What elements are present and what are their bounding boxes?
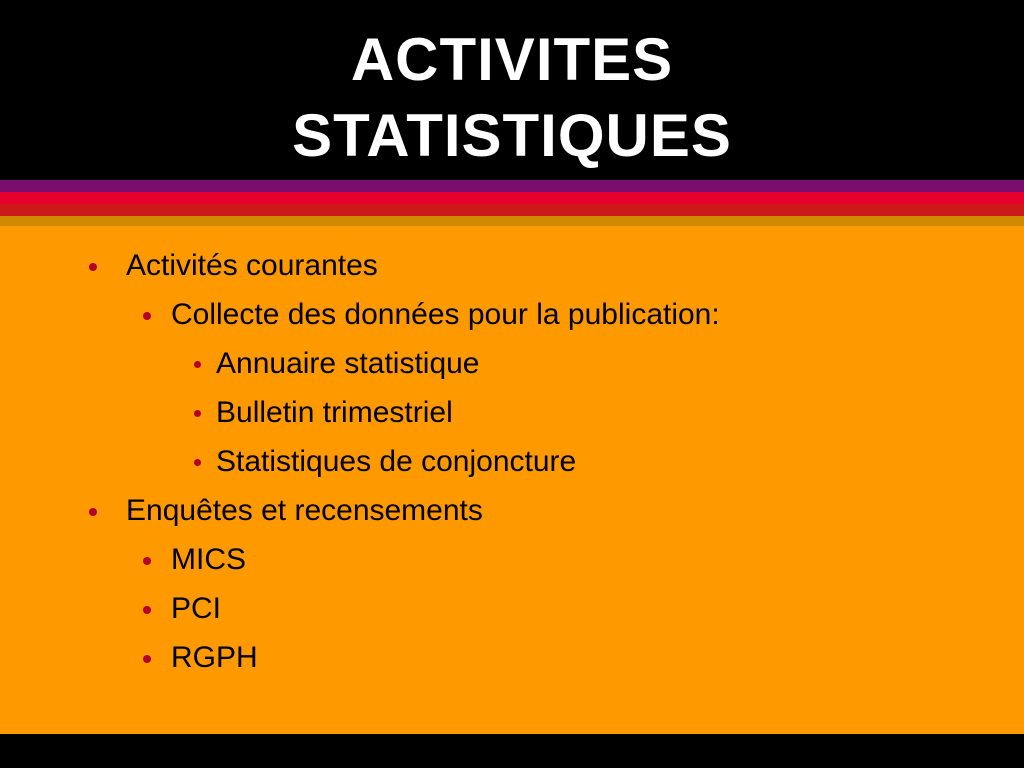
bullet-text: Bulletin trimestriel xyxy=(216,396,453,429)
bullet-dot-icon xyxy=(194,459,201,466)
bullet-dot-icon xyxy=(89,508,97,516)
bullet-text: RGPH xyxy=(171,641,258,674)
bullet-text: MICS xyxy=(171,543,246,576)
bullet-dot-icon xyxy=(89,263,97,271)
bullet-dot-icon xyxy=(194,361,201,368)
decorative-stripe-red-dark xyxy=(0,204,1024,216)
slide-title-line-2: STATISTIQUES xyxy=(292,102,732,169)
bullet-text: Annuaire statistique xyxy=(216,347,480,380)
bullet-text: Statistiques de conjoncture xyxy=(216,445,577,478)
bullet-text: Activités courantes xyxy=(126,249,378,282)
bottom-bar xyxy=(0,734,1024,768)
bullet-text: Collecte des données pour la publication: xyxy=(171,298,720,331)
content-area xyxy=(0,226,1024,734)
decorative-stripe-red xyxy=(0,192,1024,204)
bullet-text: PCI xyxy=(171,592,222,625)
bullet-dot-icon xyxy=(143,606,151,614)
bullet-dot-icon xyxy=(143,312,151,320)
bullet-dot-icon xyxy=(143,655,151,663)
slide-title-line-1: ACTIVITES xyxy=(350,26,674,93)
bullet-text: Enquêtes et recensements xyxy=(126,494,483,527)
bullet-dot-icon xyxy=(143,557,151,565)
title-area xyxy=(0,0,1024,180)
decorative-stripe-dark-orange xyxy=(0,216,1024,226)
decorative-stripe-purple xyxy=(0,180,1024,192)
bullet-dot-icon xyxy=(194,410,201,417)
